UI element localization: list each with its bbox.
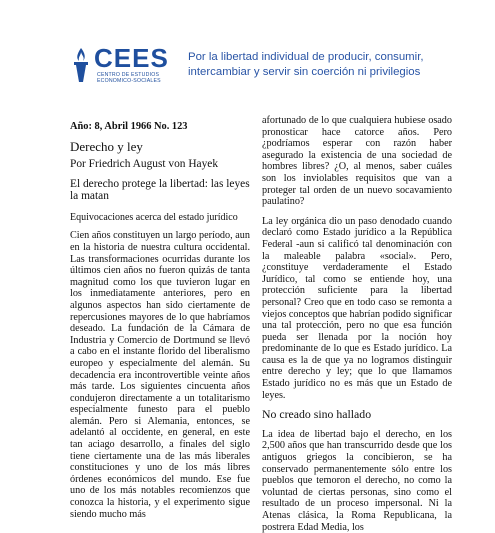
logo-subtitle-line2: ECONOMICO-SOCIALES bbox=[97, 78, 161, 84]
left-column bbox=[70, 121, 250, 520]
header-tagline bbox=[188, 50, 468, 80]
logo-subtitle-line1: CENTRO DE ESTUDIOS bbox=[97, 72, 160, 78]
tagline-line1: Por la libertad individual de producir, consumir, bbox=[188, 51, 424, 63]
body-paragraph-2: afortunado de lo que cualquiera hubiese osado pronosticar hace catorce años. Pero ¿podríamos esperar con razón haber asegurado la existencia de una sociedad de hombres libres? ¿O, al menos, saber cuáles son los inviolables requisitos que van a proteger tal orden de un nuevo socavamiento paulatino? bbox=[262, 115, 452, 208]
logo-wordmark: CEES bbox=[94, 43, 169, 73]
article-title: Derecho y ley bbox=[70, 138, 143, 154]
body-paragraph-3: La ley orgánica dio un paso denodado cuando declaró como Estado jurídico a la República Federal -aun si calificó tal denominación con la maleable palabra «social». Pero, ¿constituye verdaderamente el Estado Jurídico, tal como se entiende hoy, una protección suficiente para la libertad personal? Creo que en todo caso se remonta a viejos conceptos que habrían podido significar una tal protección, pero no que esa función pueda ser llenada por la noción hoy predominante de lo que es Estado jurídico. La causa es la de que ya no logramos distinguir entre derecho y ley; que lo que llamamos Estado jurídico no es más que un Estado de leyes. bbox=[262, 215, 452, 401]
right-column bbox=[262, 115, 452, 533]
issue-meta: Año: 8, Abril 1966 No. 123 bbox=[70, 121, 188, 132]
article-subtitle: El derecho protege la libertad: las leyes la matan bbox=[70, 177, 250, 203]
tagline-line2: intercambiar y servir sin coerción ni privilegios bbox=[188, 66, 421, 78]
section-heading: Equivocaciones acerca del estado jurídico bbox=[70, 211, 238, 223]
torch-icon bbox=[70, 46, 92, 84]
body-paragraph-4: La idea de libertad bajo el derecho, en los 2,500 años que han transcurrido desde que los antiguos griegos la concibieron, se ha conservado permanentemente sólo entre los pueblos que temoron el derecho, no como la voluntad de ciertas personas, sino como el resultado de un proceso impersonal. Ni la Atenas clásica, la Roma Republicana, la postrera Edad Media, los bbox=[262, 428, 452, 533]
subsection-heading: No creado sino hallado bbox=[262, 407, 372, 422]
cees-logo bbox=[70, 43, 185, 84]
body-paragraph-1: Cien años constituyen un largo período, aun en la historia de nuestra cultura occidental. Las transformaciones ocurridas durante los últimos cien años no fueron quizás de tanta magnitud como los que tuvieron lugar en los inmediatamente anteriores, pero en algunos aspectos han sido ciertamente de repercusiones mayores de lo que habríamos deseado. La fundación de la Cámara de Industria y Comercio de Dortmund se llevó a cabo en el instante florido del liberalismo europeo y especialmente del alemán. Su decadencia era incontrovertible veinte años más tarde. Los siguientes cincuenta años condujeron directamente a un totalitarismo especialmente funesto para el pueblo alemán. Pero si Alemania, entonces, se adelantó al occidente, en general, en este tan aciago desarrollo, a finales del siglo tiene ciertamente una de las más liberales constituciones y uno de los más libres órdenes económicos del mundo. Ese fue uno de los más notables recomienzos que conozca la historia, y el experimento sigue siendo mucho más bbox=[70, 230, 250, 520]
article-author: Por Friedrich August von Hayek bbox=[70, 158, 219, 171]
